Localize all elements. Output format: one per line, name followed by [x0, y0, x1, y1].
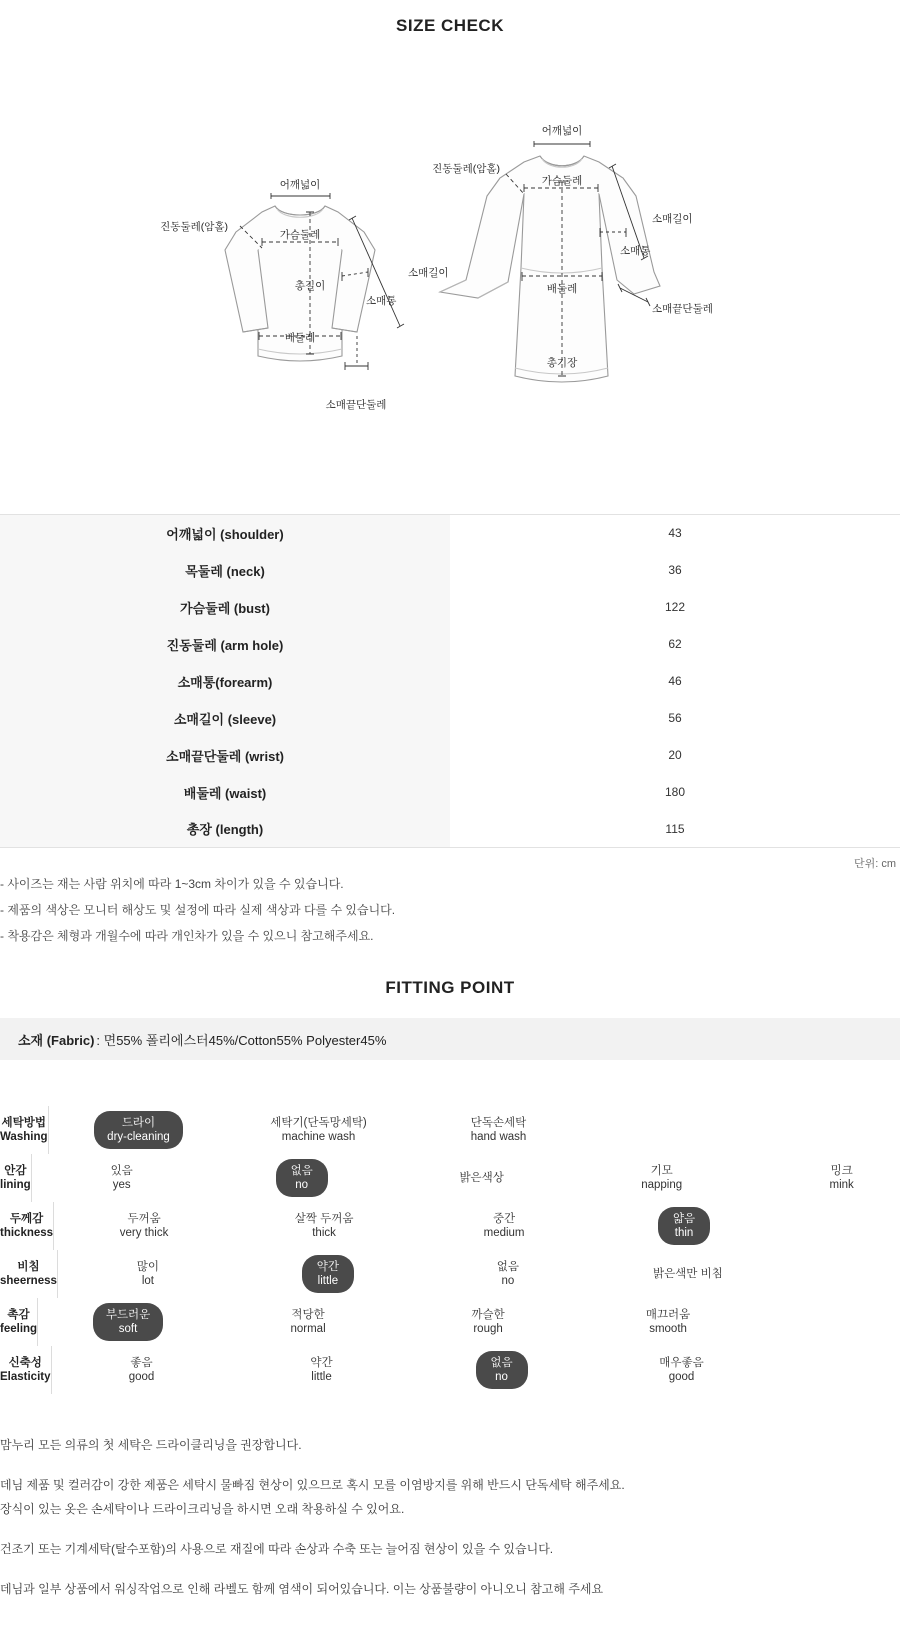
care-cell-en: little: [315, 1274, 341, 1288]
care-cell-ko: 세탁기(단독망세탁): [270, 1116, 367, 1130]
care-cell-ko: 적당한: [290, 1308, 325, 1322]
care-row-head-en: sheerness: [0, 1274, 57, 1288]
care-cell-selected[interactable]: [49, 1106, 229, 1154]
care-cell-ko: 없음: [289, 1164, 315, 1178]
fabric-label: 소재 (Fabric): [18, 1030, 94, 1049]
care-cell[interactable]: [218, 1298, 398, 1346]
care-cell-selected[interactable]: [212, 1154, 392, 1202]
care-cell-en: no: [497, 1274, 519, 1288]
care-cell-ko: 드라이: [107, 1116, 170, 1130]
care-row-head-en: lining: [0, 1178, 31, 1192]
size-diagram: [0, 36, 900, 496]
row-label: 총장 (length): [0, 811, 450, 848]
row-label: 소매길이 (sleeve): [0, 700, 450, 737]
care-cell-en: smooth: [646, 1322, 690, 1336]
care-cell-en: good: [659, 1370, 703, 1384]
care-cell-ko: 매우좋음: [659, 1356, 703, 1370]
care-row-head: [0, 1346, 52, 1394]
table-row: [0, 700, 900, 737]
care-row-head: [0, 1202, 54, 1250]
care-row-elasticity: [0, 1346, 900, 1394]
row-value: 43: [450, 515, 900, 552]
care-chart: [0, 1106, 900, 1394]
care-cell-en: napping: [641, 1178, 682, 1192]
table-row: [0, 515, 900, 552]
care-cell-ko: 매끄러움: [646, 1308, 690, 1322]
row-label: 소매통(forearm): [0, 663, 450, 700]
care-cell[interactable]: [52, 1346, 232, 1394]
care-cell-ko: 밝은색만 비침: [653, 1267, 723, 1281]
size-note-3: - 착용감은 체형과 개월수에 따라 개인차가 있을 수 있으니 참고해주세요.: [0, 927, 900, 944]
care-cell-selected[interactable]: [238, 1250, 418, 1298]
care-cell-ko: 없음: [497, 1260, 519, 1274]
label-total-length-dress: 총기장: [547, 356, 578, 369]
label-wrist-dress: 소매끝단둘레: [652, 302, 713, 315]
care-cell-ko: 약간: [315, 1260, 341, 1274]
care-row-head-ko: 비침: [17, 1260, 39, 1274]
care-cell[interactable]: [752, 1154, 900, 1202]
fabric-value: : 면55% 폴리에스터45%/Cotton55% Polyester45%: [96, 1030, 386, 1049]
care-cell[interactable]: [572, 1154, 752, 1202]
care-cell-en: machine wash: [270, 1130, 367, 1144]
care-row-head: [0, 1298, 38, 1346]
care-cell: [772, 1346, 900, 1394]
care-cell-ko: 까슬한: [471, 1308, 504, 1322]
care-cell[interactable]: [229, 1106, 409, 1154]
care-cell-ko: 두꺼움: [120, 1212, 169, 1226]
care-cell[interactable]: [598, 1250, 778, 1298]
table-row: [0, 811, 900, 848]
size-table: [0, 514, 900, 848]
table-row: [0, 737, 900, 774]
row-label: 목둘레 (neck): [0, 552, 450, 589]
label-sleeve-dress: 소매길이: [652, 212, 693, 225]
care-cell[interactable]: [234, 1202, 414, 1250]
care-cell[interactable]: [578, 1298, 758, 1346]
care-cell[interactable]: [398, 1298, 578, 1346]
care-cell-en: lot: [137, 1274, 159, 1288]
care-row-thickness: [0, 1202, 900, 1250]
care-cell[interactable]: [414, 1202, 594, 1250]
label-sleeve-top: 소매길이: [408, 266, 449, 279]
care-cell-selected[interactable]: [412, 1346, 592, 1394]
care-cell[interactable]: [54, 1202, 234, 1250]
page-title-fitting-point: FITTING POINT: [0, 978, 900, 998]
care-row-head: [0, 1154, 32, 1202]
care-cell: [758, 1298, 900, 1346]
care-cell-ko: 중간: [484, 1212, 525, 1226]
fabric-info: [0, 1018, 900, 1060]
care-cell-en: little: [310, 1370, 332, 1384]
care-note-2: 데님 제품 및 컬러감이 강한 제품은 세탁시 물빠짐 현상이 있으므로 혹시 모를 이염방지를 위해 반드시 단독세탁 해주세요.: [0, 1476, 900, 1494]
care-cell-en: medium: [484, 1226, 525, 1240]
table-row: [0, 552, 900, 589]
care-row-head-en: Washing: [0, 1130, 48, 1144]
care-cell[interactable]: [418, 1250, 598, 1298]
care-row-head-en: Elasticity: [0, 1370, 51, 1384]
care-cell-ko: 없음: [489, 1356, 515, 1370]
table-row: [0, 589, 900, 626]
care-cell[interactable]: [592, 1346, 772, 1394]
row-value: 46: [450, 663, 900, 700]
care-cell-en: very thick: [120, 1226, 169, 1240]
care-row-head: [0, 1106, 49, 1154]
label-armhole-top: 진동둘레(암홀): [160, 220, 228, 233]
care-cell-en: good: [129, 1370, 155, 1384]
row-label: 가슴둘레 (bust): [0, 589, 450, 626]
care-row-washing: [0, 1106, 900, 1154]
care-cell-en: no: [289, 1178, 315, 1192]
label-forearm-top: 소매통: [366, 294, 396, 307]
care-cell[interactable]: [58, 1250, 238, 1298]
care-cell-selected[interactable]: [38, 1298, 218, 1346]
care-cell-en: rough: [471, 1322, 504, 1336]
care-cell-ko: 부드러운: [106, 1308, 150, 1322]
label-shoulder-dress: 어깨넓이: [542, 124, 583, 137]
care-cell-ko: 기모: [641, 1164, 682, 1178]
label-waist-dress: 배둘레: [547, 282, 577, 295]
care-row-lining: [0, 1154, 900, 1202]
label-armhole-dress: 진동둘레(암홀): [432, 162, 500, 175]
care-row-head-ko: 안감: [4, 1164, 26, 1178]
row-label: 소매끝단둘레 (wrist): [0, 737, 450, 774]
care-cell[interactable]: [409, 1106, 589, 1154]
row-label: 어깨넓이 (shoulder): [0, 515, 450, 552]
care-cell: [769, 1106, 900, 1154]
care-cell-en: thin: [671, 1226, 697, 1240]
row-label: 배둘레 (waist): [0, 774, 450, 811]
size-note-2: - 제품의 색상은 모니터 해상도 및 설정에 따라 실제 색상과 다를 수 있습니다.: [0, 901, 900, 918]
care-cell-en: soft: [106, 1322, 150, 1336]
care-cell-selected[interactable]: [594, 1202, 774, 1250]
care-cell[interactable]: [32, 1154, 212, 1202]
row-value: 62: [450, 626, 900, 663]
care-cell-ko: 좋음: [129, 1356, 155, 1370]
row-value: 122: [450, 589, 900, 626]
unit-note: 단위: cm: [0, 848, 900, 871]
care-row-head-en: feeling: [0, 1322, 37, 1336]
size-note-1: - 사이즈는 재는 사람 위치에 따라 1~3cm 차이가 있을 수 있습니다.: [0, 875, 900, 892]
care-cell-en: yes: [111, 1178, 133, 1192]
care-row-head: [0, 1250, 58, 1298]
label-bust-dress: 가슴둘레: [542, 174, 583, 187]
table-row: [0, 774, 900, 811]
care-cell-ko: 밝은색상: [459, 1171, 503, 1185]
care-cell-en: normal: [290, 1322, 325, 1336]
table-row: [0, 626, 900, 663]
care-row-head-ko: 신축성: [9, 1356, 42, 1370]
care-row-head-ko: 촉감: [7, 1308, 29, 1322]
care-row-head-ko: 세탁방법: [2, 1116, 46, 1130]
care-cell-ko: 있음: [111, 1164, 133, 1178]
care-cell: [589, 1106, 769, 1154]
care-cell[interactable]: [232, 1346, 412, 1394]
row-value: 56: [450, 700, 900, 737]
row-value: 180: [450, 774, 900, 811]
row-value: 36: [450, 552, 900, 589]
label-total-length-top: 총길이: [295, 279, 325, 292]
label-wrist-top: 소매끝단둘레: [326, 398, 387, 411]
care-cell-ko: 단독손세탁: [471, 1116, 527, 1130]
label-waist-top: 배둘레: [285, 331, 315, 344]
row-label: 진동둘레 (arm hole): [0, 626, 450, 663]
care-cell-en: hand wash: [471, 1130, 527, 1144]
label-shoulder-top: 어깨넓이: [280, 178, 321, 191]
care-cell-ko: 밍크: [830, 1164, 854, 1178]
care-note-3: 장식이 있는 옷은 손세탁이나 드라이크리닝을 하시면 오래 착용하실 수 있어요.: [0, 1500, 900, 1518]
label-forearm-dress: 소매통: [620, 244, 650, 257]
size-notes: [0, 871, 900, 944]
care-cell-ko: 살짝 두꺼움: [295, 1212, 354, 1226]
row-value: 20: [450, 737, 900, 774]
care-notes: [0, 1436, 900, 1640]
care-cell-en: mink: [830, 1178, 854, 1192]
care-cell-ko: 얇음: [671, 1212, 697, 1226]
care-note-4: 건조기 또는 기계세탁(탈수포함)의 사용으로 재질에 따라 손상과 수축 또는 늘어짐 현상이 있을 수 있습니다.: [0, 1540, 900, 1558]
care-cell-en: no: [489, 1370, 515, 1384]
care-cell: [774, 1202, 900, 1250]
care-row-sheerness: [0, 1250, 900, 1298]
label-bust-top: 가슴둘레: [280, 228, 321, 241]
care-cell: [778, 1250, 900, 1298]
care-cell-ko: 약간: [310, 1356, 332, 1370]
page-title-size-check: SIZE CHECK: [0, 0, 900, 36]
care-row-feeling: [0, 1298, 900, 1346]
row-value: 115: [450, 811, 900, 848]
care-cell[interactable]: [392, 1154, 572, 1202]
care-cell-en: thick: [295, 1226, 354, 1240]
care-cell-ko: 많이: [137, 1260, 159, 1274]
care-cell-en: dry-cleaning: [107, 1130, 170, 1144]
care-row-head-en: thickness: [0, 1226, 53, 1240]
care-row-head-ko: 두께감: [10, 1212, 43, 1226]
table-row: [0, 663, 900, 700]
care-note-1: 맘누리 모든 의류의 첫 세탁은 드라이클리닝을 권장합니다.: [0, 1436, 900, 1454]
care-note-5: 데님과 일부 상품에서 워싱작업으로 인해 라벨도 함께 염색이 되어있습니다. 이는 상품불량이 아니오니 참고해 주세요: [0, 1580, 900, 1598]
